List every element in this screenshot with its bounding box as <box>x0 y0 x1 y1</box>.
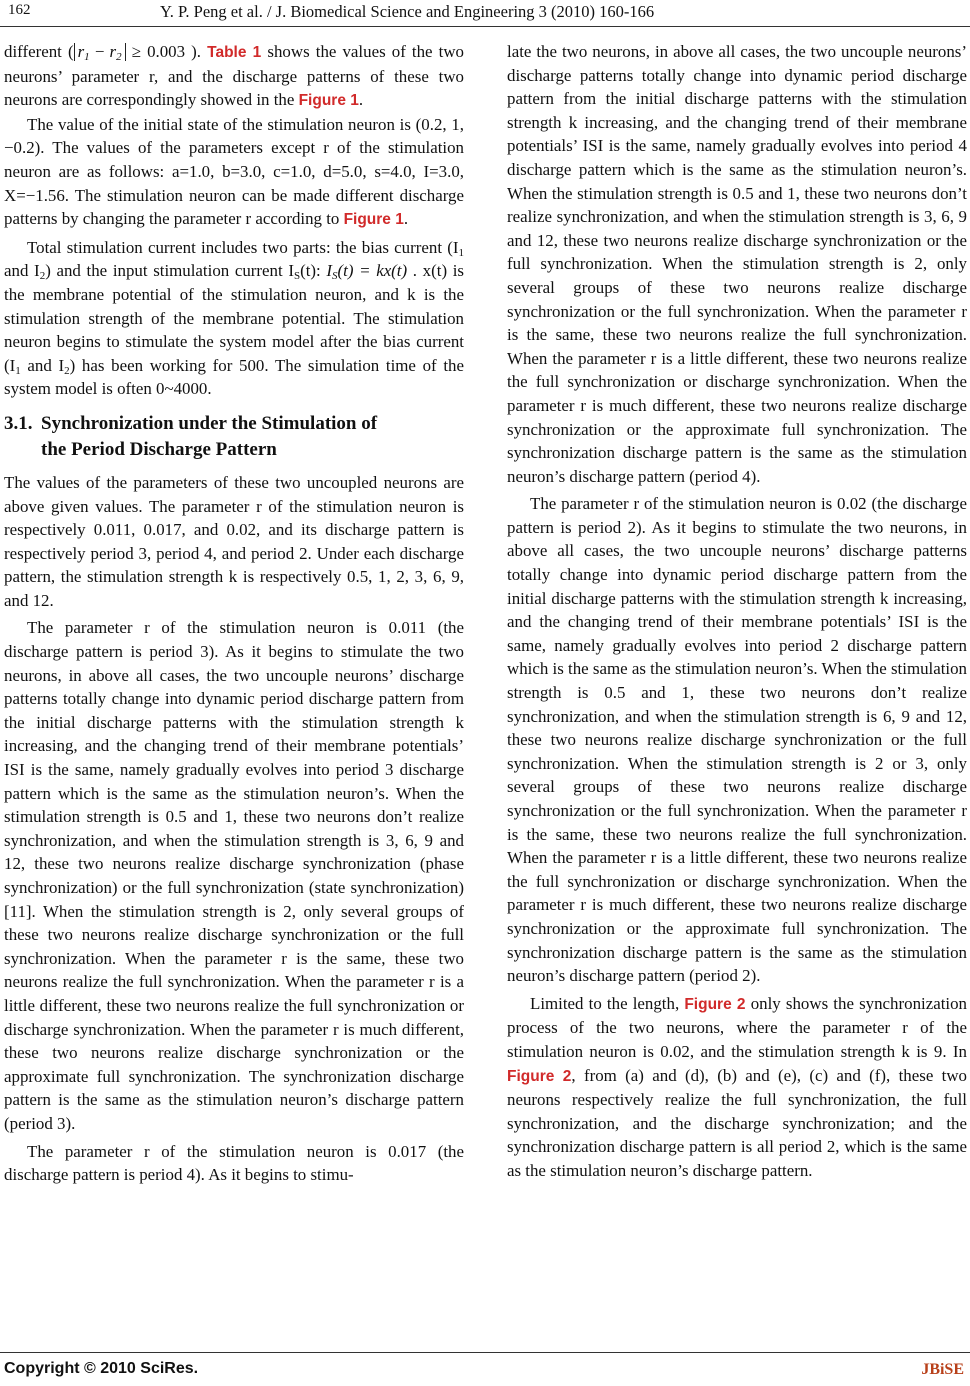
header-rule <box>0 26 970 27</box>
right-paragraph-1: late the two neurons, in above all cases, the two uncouple neurons’ discharge patterns totally change into dynamic period discharge pattern from the initial discharge patterns with the stimulation strength k increasing, and the changing trend of their membrane potentials’ ISI is the same, namely gradually evolves into period 4 discharge pattern which is the same as the stimulation neuron’s. When the stimulation strength is 0.5 and 1, these two neurons don’t realize synchronization, and when the stimulation strength is 3, 6, 9 and 12, these two neurons realize discharge synchronization or the full synchronization. When the stimulation strength is 2, only several groups of these two neurons realize discharge synchronization or the full synchronization. When the parameter r is the same, these two neurons realize the full synchronization. When the parameter r is a little different, these two neurons realize the full synchronization or discharge synchronization. When the parameter r is much different, these two neurons realize discharge synchronization or the approximate full synchronization. The synchronization discharge pattern is the same as the stimulation neuron’s discharge pattern (period 4). <box>507 42 967 486</box>
figure-1-link-2[interactable]: Figure 1 <box>343 211 404 229</box>
table-1-link[interactable]: Table 1 <box>207 44 262 61</box>
left-paragraph-4: The values of the parameters of these two uncoupled neurons are above given values. The parameter r of the stimulation neuron is respectively 0.011, 0.017, and 0.02, and its discharge pattern is respectively period 3, period 4, and period 2. Under each discharge pattern, the stimulation strength k is respectively 0.5, 1, 2, 3, 6, 9, and 12. <box>4 472 464 610</box>
footer-rule <box>0 1352 970 1353</box>
page-number: 162 <box>8 2 31 18</box>
section-heading-3-1: 3.1. Synchronization under the Stimulation of the Period Discharge Pattern <box>4 412 378 460</box>
left-paragraph-2: The value of the initial state of the stimulation neuron is (0.2, 1, −0.2). The values of the parameters except r of the stimulation neuron are as follows: a=1.0, b=3.0, c=1.0, d=5.0, s=4.0, I=3.0, X=−1.56. The stimulation neuron can be made different discharge patterns by changing the parameter r according to Figure 1. <box>4 114 464 229</box>
right-paragraph-2: The parameter r of the stimulation neuron is 0.02 (the discharge pattern is period 2). As it begins to stimulate the two neurons, in above all cases, the two uncouple neurons’ discharge patterns totally change into dynamic period discharge pattern from the initial discharge patterns with the stimulation strength k increasing, and the changing trend of their membrane potentials’ ISI is the same, namely gradually evolves into period 2 discharge pattern which is the same as the stimulation neuron’s. When the stimulation strength is 0.5 and 1, these two neurons don’t realize synchronization, and when the stimulation strength is 6, 9 and 12, these two neurons realize discharge synchronization or the full synchronization. When the stimulation strength is 2 or 3, only several groups of these two neurons realize discharge synchronization or the full synchronization. When the parameter r is the same, these two neurons realize the full synchronization. When the parameter r is a little different, these two neurons realize the full synchronization or discharge synchronization. When the parameter r is much different, these two neurons realize discharge synchronization or the approximate full synchronization. The synchronization discharge pattern is the same as the stimulation neuron’s discharge pattern (period 2). <box>507 494 967 986</box>
left-paragraph-1: different ( $r_1 - r_2 \ge 0.003$ ). Table 1 shows the values of the two neurons’ parameter r, and the discharge patterns of these two neurons are correspondingly showed in the Figure 1. <box>4 42 464 110</box>
left-paragraph-6: The parameter r of the stimulation neuron is 0.017 (the discharge pattern is period 4). As it begins to stimu- <box>4 1141 464 1185</box>
stimulation-current-formula: $I_S(t) = kx(t)$ <box>326 261 408 283</box>
left-column <box>4 40 464 1187</box>
right-column <box>507 40 967 1183</box>
figure-1-link[interactable]: Figure 1 <box>298 92 359 110</box>
abs-formula: $r_1 - r_2$ <box>74 43 126 61</box>
running-header: Y. P. Peng et al. / J. Biomedical Science and Engineering 3 (2010) 160-166 <box>160 2 655 21</box>
copyright-notice: Copyright © 2010 SciRes. <box>4 1360 199 1377</box>
right-paragraph-3: Limited to the length, Figure 2 only shows the synchronization process of the two neurons, where the parameter r of the stimulation neuron is 0.02, and the stimulation strength k is 9. In Figure 2, from (a) and (d), (b) and (e), (c) and (f), these two neurons respectively realize the full synchronization, the full synchronization, and the discharge synchronization; and the synchronization discharge pattern is all period 2, which is the same as the stimulation neuron’s discharge pattern. <box>507 993 967 1180</box>
journal-logo: JBiSE <box>921 1361 964 1378</box>
left-paragraph-5: The parameter r of the stimulation neuron is 0.011 (the discharge pattern is period 3). As it begins to stimulate the two neurons, in above all cases, the two uncouple neurons’ discharge patterns totally change into dynamic period discharge pattern from the initial discharge patterns with the stimulation strength k increasing, and the changing trend of their membrane potentials’ ISI is the same, namely gradually evolves into period 3 discharge pattern which is the same as the stimulation neuron’s. When the stimulation strength is 0.5 and 1, these two neurons don’t realize synchronization, and when the stimulation strength is 3, 6, 9 and 12, these two neurons realize discharge synchronization (phase synchronization) or the full synchronization (state synchronization) [11]. When the stimulation strength is 2, only several groups of these two neurons realize discharge synchronization or the full synchronization. When the parameter r is the same, these two neurons realize the full synchronization. When the parameter r is a little different, these two neurons realize the full synchronization or discharge synchronization. When the parameter r is much different, these two neurons realize discharge synchronization or the approximate full synchronization. The synchronization discharge pattern is the same as the stimulation neuron’s discharge pattern (period 3). <box>4 618 464 1133</box>
figure-2-link-2[interactable]: Figure 2 <box>507 1067 572 1085</box>
left-paragraph-3: Total stimulation current includes two parts: the bias current ($I_1$ and $I_2$) and the input stimulation current $I_S(t)$: $I_S(t) = kx(t)$ . x(t) is the membrane potential of the stimulation neuron, and k is the stimulation strength of the membrane potential. The stimulation neuron begins to stimulate the system model after the bias current ($I_1$ and $I_2$) has been working for 500. The simulation time of the system model is often 0~4000. <box>4 237 464 399</box>
figure-2-link[interactable]: Figure 2 <box>684 995 746 1013</box>
